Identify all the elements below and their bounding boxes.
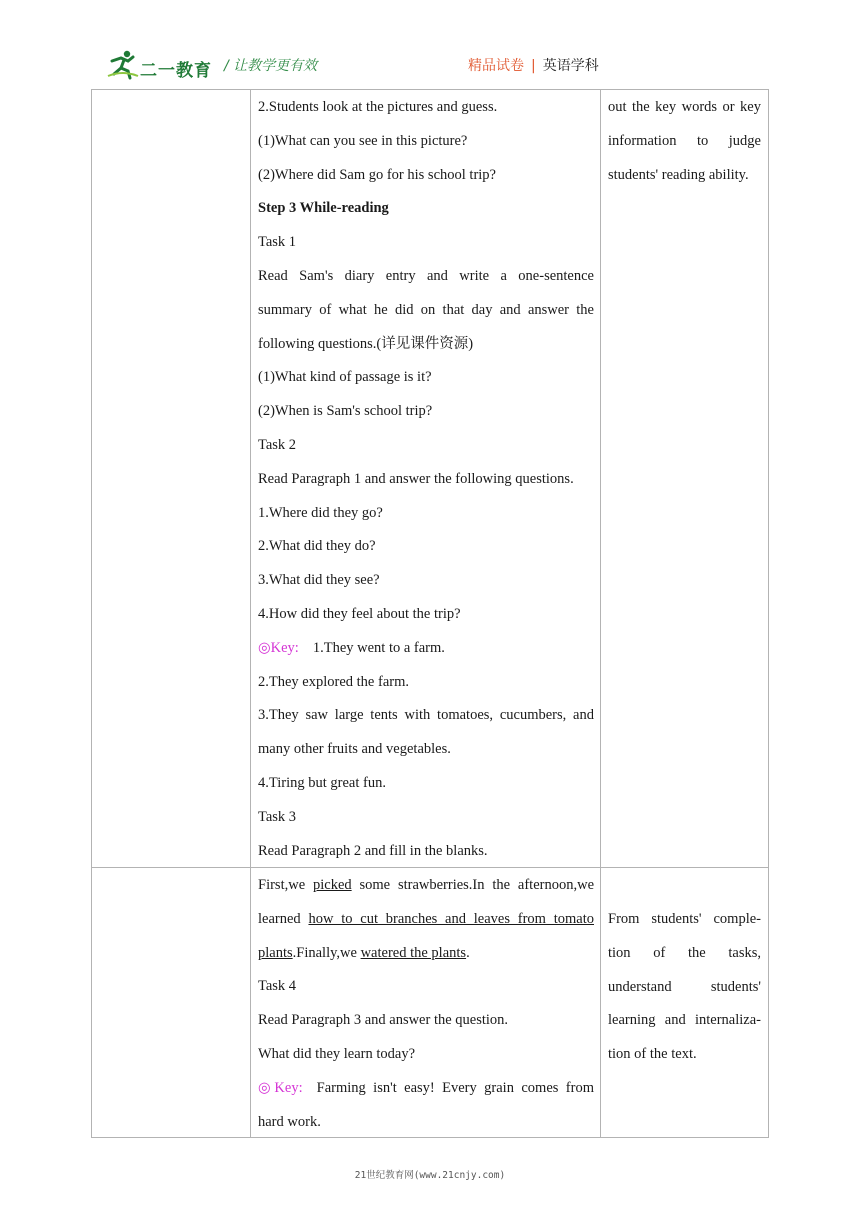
key-answer bbox=[258, 1072, 594, 1140]
row1-purpose-cell bbox=[608, 91, 761, 192]
header-separator: | bbox=[531, 58, 536, 74]
task-label: Task 4 bbox=[258, 978, 297, 995]
brand-logo bbox=[106, 48, 216, 80]
task-instruction: Read Paragraph 2 and fill in the blanks. bbox=[258, 842, 488, 859]
row2-content-cell bbox=[258, 869, 594, 1139]
page-footer: 21世纪教育网(www.21cnjy.com) bbox=[354, 1170, 506, 1181]
purpose-text: From students' comple-tion of the tasks, understand students' learning and internaliza-tion of the text. bbox=[608, 911, 761, 1063]
step-heading: Step 3 While-reading bbox=[258, 200, 389, 217]
answer: 3.They saw large tents with tomatoes, cucumbers, and many other fruits and vegetables. bbox=[258, 707, 594, 758]
header-tags bbox=[468, 55, 599, 75]
header-tag-subject: 英语学科 bbox=[542, 58, 599, 74]
table-border-top bbox=[91, 89, 769, 90]
question: 4.How did they feel about the trip? bbox=[258, 605, 461, 622]
question: 3.What did they see? bbox=[258, 572, 380, 589]
content-line: 2.Students look at the pictures and guess. bbox=[258, 99, 498, 115]
fill-answer: watered the plants bbox=[360, 944, 467, 961]
fill-text: .Finally,we bbox=[292, 944, 361, 961]
fill-blank-paragraph bbox=[258, 869, 594, 970]
answer: 2.They explored the farm. bbox=[258, 673, 409, 690]
table-divider-2 bbox=[600, 89, 601, 1138]
content-line: (1)What kind of passage is it? bbox=[258, 369, 432, 386]
task-label: Task 3 bbox=[258, 808, 297, 825]
table-border-left bbox=[91, 89, 92, 1138]
answer-text: Farming isn't easy! Every grain comes from hard work. bbox=[258, 1079, 594, 1130]
logo-text: 二一教育 bbox=[140, 61, 212, 81]
table-divider-1 bbox=[250, 89, 251, 1138]
row2-purpose-cell bbox=[608, 903, 761, 1072]
task-instruction: Read Sam's diary entry and write a one-sentence summary of what he did on that day and answer the following questions.(详见课件资源) bbox=[258, 267, 594, 352]
fill-text: some strawberries.In the afternoon,we learned bbox=[258, 877, 595, 927]
fill-text: First,we bbox=[258, 877, 313, 893]
lesson-table bbox=[91, 89, 769, 1138]
fill-answer: picked bbox=[312, 877, 352, 893]
row1-content-cell bbox=[258, 91, 594, 868]
task-label: Task 2 bbox=[258, 436, 297, 453]
page-header bbox=[100, 46, 780, 86]
header-slogan: / 让教学更有效 bbox=[224, 58, 318, 74]
answer-text: 1.They went to a farm. bbox=[312, 639, 445, 656]
answer: 4.Tiring but great fun. bbox=[258, 774, 386, 791]
task-instruction: Read Paragraph 3 and answer the question. bbox=[258, 1012, 509, 1029]
purpose-text: out the key words or key information to judge students' reading ability. bbox=[608, 99, 761, 183]
header-tag-exam: 精品试卷 bbox=[468, 58, 524, 74]
fill-text: . bbox=[466, 944, 470, 961]
question: 1.Where did they go? bbox=[258, 504, 383, 521]
task-label: Task 1 bbox=[258, 234, 297, 251]
task-instruction: Read Paragraph 1 and answer the following questions. bbox=[258, 470, 574, 487]
key-answer bbox=[258, 632, 594, 666]
table-border-right bbox=[768, 89, 769, 1138]
content-line: (1)What can you see in this picture? bbox=[258, 132, 468, 149]
content-line: (2)Where did Sam go for his school trip? bbox=[258, 166, 496, 183]
question: 2.What did they do? bbox=[258, 538, 376, 555]
runner-logo-icon bbox=[106, 48, 140, 80]
question: What did they learn today? bbox=[258, 1045, 416, 1062]
fill-answer: how to cut branches and leaves from tomato plants bbox=[258, 910, 594, 961]
key-label: ◎Key: bbox=[258, 639, 299, 656]
key-label: ◎Key: bbox=[258, 1079, 303, 1096]
content-line: (2)When is Sam's school trip? bbox=[258, 403, 433, 420]
